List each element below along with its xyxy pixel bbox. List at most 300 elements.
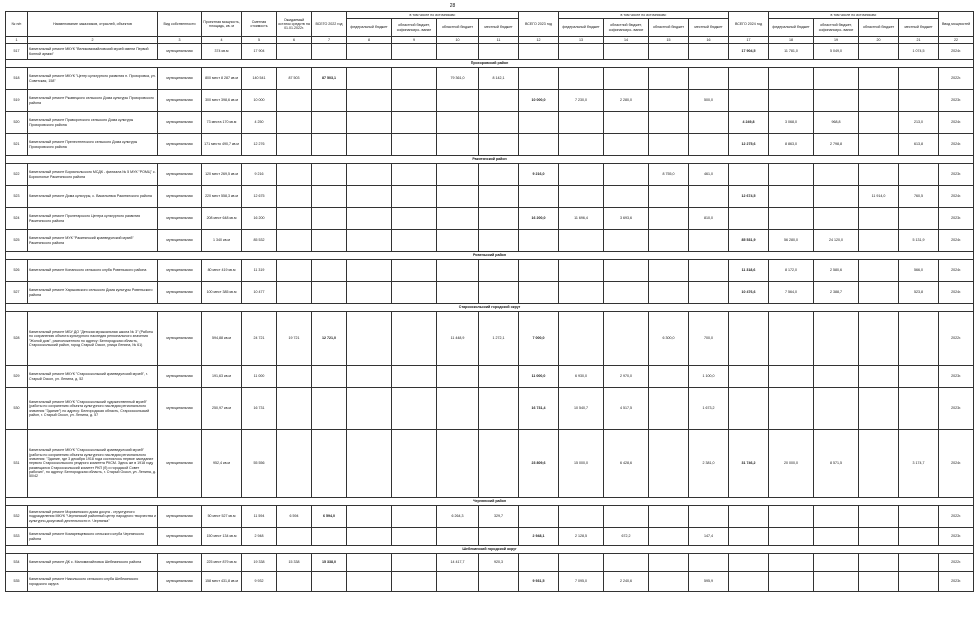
section-row [6, 156, 974, 164]
total-2023 [519, 260, 559, 282]
commission-year: 2023г. [939, 208, 974, 230]
regional-2024 [859, 164, 899, 186]
local-2022 [479, 186, 519, 208]
regional-2024 [859, 430, 899, 498]
regional-cofin-2024 [814, 388, 859, 430]
regional-2022 [437, 44, 479, 60]
capacity: 120 мест 269,5 кв.м [202, 164, 242, 186]
row-number: 519 [6, 90, 28, 112]
regional-2022 [437, 366, 479, 388]
header-capacity: Проектная мощность, площадь, кв. м [202, 12, 242, 37]
regional-cofin-2022 [392, 506, 437, 528]
table-row [6, 312, 974, 366]
regional-cofin-2023 [604, 260, 649, 282]
estimate: 24 721 [242, 312, 277, 366]
regional-cofin-2022 [392, 312, 437, 366]
header-local: местный бюджет [479, 19, 519, 37]
total-2023 [519, 506, 559, 528]
total-2022 [312, 282, 347, 304]
commission-year: 2024г. [939, 112, 974, 134]
regional-cofin-2023: 2 970,0 [604, 366, 649, 388]
estimate: 4 250 [242, 112, 277, 134]
section-title: Ровеньский район [6, 252, 974, 260]
local-2023: 147,4 [689, 528, 729, 546]
capacity: 952,4 кв.м [202, 430, 242, 498]
regional-cofin-2024: 968,8 [814, 112, 859, 134]
total-2023 [519, 554, 559, 572]
local-2022 [479, 366, 519, 388]
header-commission: Ввод мощностей [939, 12, 974, 37]
table-row [6, 112, 974, 134]
regional-2023: 8 755,0 [649, 164, 689, 186]
total-2022 [312, 90, 347, 112]
regional-cofin-2024 [814, 506, 859, 528]
regional-cofin-2022 [392, 90, 437, 112]
total-2024: 10 476,6 [729, 282, 769, 304]
object-name: Капитальный ремонт МКУК "Великомихайловский музей имени Первой Конной армии" [28, 44, 158, 60]
row-number: 523 [6, 186, 28, 208]
local-2023 [689, 44, 729, 60]
ownership: муниципальная [158, 44, 202, 60]
regional-cofin-2024: 8 571,5 [814, 430, 859, 498]
total-2022 [312, 186, 347, 208]
local-2022 [479, 260, 519, 282]
total-2023: 2 948,1 [519, 528, 559, 546]
total-2023: 16 200,0 [519, 208, 559, 230]
regional-cofin-2023: 3 693,6 [604, 208, 649, 230]
total-2023: 11 000,0 [519, 366, 559, 388]
regional-cofin-2023 [604, 312, 649, 366]
federal-2024: 7 564,0 [769, 282, 814, 304]
regional-cofin-2022 [392, 186, 437, 208]
regional-2023 [649, 208, 689, 230]
total-2022: 15 338,0 [312, 554, 347, 572]
total-2023 [519, 282, 559, 304]
total-2022 [312, 430, 347, 498]
regional-2024 [859, 366, 899, 388]
federal-2022 [347, 388, 392, 430]
ownership: муниципальная [158, 112, 202, 134]
object-name: Капитальный ремонт МКУК "Центр культурного развития п. Прохоровка, ул. Советская, 158" [28, 68, 158, 90]
object-name: Капитальный ремонт Никольского сельского клуба Шебекинского городского округа [28, 572, 158, 592]
federal-2024 [769, 68, 814, 90]
local-2023: 700,0 [689, 312, 729, 366]
object-name: Капитальный ремонт Пролетарского Центра культурного развития Ракитянского района [28, 208, 158, 230]
federal-2023: 15 000,0 [559, 430, 604, 498]
local-2024 [899, 554, 939, 572]
column-number: 12 [519, 37, 559, 44]
total-2024 [729, 208, 769, 230]
section-row [6, 60, 974, 68]
regional-cofin-2022 [392, 528, 437, 546]
regional-cofin-2024 [814, 312, 859, 366]
header-regional-cofin: областной бюджет, софинансиро- вание [392, 19, 437, 37]
regional-2022 [437, 230, 479, 252]
balance [277, 366, 312, 388]
capacity: 300 мест 398,6 кв.м [202, 90, 242, 112]
column-number: 14 [604, 37, 649, 44]
row-number: 518 [6, 68, 28, 90]
local-2023 [689, 506, 729, 528]
total-2024: 11 318,6 [729, 260, 769, 282]
local-2023 [689, 230, 729, 252]
balance: 19 721 [277, 312, 312, 366]
local-2022 [479, 430, 519, 498]
ownership: муниципальная [158, 186, 202, 208]
balance [277, 164, 312, 186]
capacity: 150 мест 134 кв.м [202, 528, 242, 546]
commission-year: 2023г. [939, 528, 974, 546]
regional-2023: 6 300,0 [649, 312, 689, 366]
federal-2022 [347, 186, 392, 208]
header-federal: федеральный бюджет [347, 19, 392, 37]
federal-2023 [559, 282, 604, 304]
capacity: 250,97 кв.м [202, 388, 242, 430]
local-2023: 500,0 [689, 90, 729, 112]
capacity: 50 мест 527 кв.м [202, 506, 242, 528]
regional-cofin-2024 [814, 186, 859, 208]
table-row [6, 366, 974, 388]
total-2024: 4 249,8 [729, 112, 769, 134]
regional-cofin-2023: 6 428,6 [604, 430, 649, 498]
total-2024 [729, 164, 769, 186]
column-number: 4 [202, 37, 242, 44]
federal-2023 [559, 44, 604, 60]
ownership: муниципальная [158, 506, 202, 528]
commission-year: 2023г. [939, 164, 974, 186]
federal-2024: 56 280,0 [769, 230, 814, 252]
regional-2022: 11 448,9 [437, 312, 479, 366]
section-row [6, 546, 974, 554]
commission-year: 2023г. [939, 366, 974, 388]
regional-2022 [437, 90, 479, 112]
federal-2022 [347, 572, 392, 592]
federal-2024: 8 863,0 [769, 134, 814, 156]
total-2022 [312, 572, 347, 592]
regional-cofin-2022 [392, 112, 437, 134]
local-2024: 566,0 [899, 260, 939, 282]
total-2024: 12 275,6 [729, 134, 769, 156]
regional-cofin-2023 [604, 506, 649, 528]
page-number: 28 [449, 3, 456, 9]
local-2024 [899, 312, 939, 366]
federal-2022 [347, 282, 392, 304]
estimate: 11 594 [242, 506, 277, 528]
column-number: 10 [437, 37, 479, 44]
regional-cofin-2024: 2 580,6 [814, 260, 859, 282]
federal-2024: 8 172,0 [769, 260, 814, 282]
header-regional-cofin: областной бюджет, софинансиро- вание [814, 19, 859, 37]
total-2022 [312, 260, 347, 282]
estimate: 16 731 [242, 388, 277, 430]
total-2022 [312, 388, 347, 430]
regional-cofin-2024 [814, 528, 859, 546]
row-number: 517 [6, 44, 28, 60]
federal-2024 [769, 388, 814, 430]
commission-year: 2024г. [939, 134, 974, 156]
regional-2024 [859, 112, 899, 134]
federal-2022 [347, 312, 392, 366]
federal-2023 [559, 186, 604, 208]
local-2022 [479, 112, 519, 134]
total-2024 [729, 528, 769, 546]
balance [277, 44, 312, 60]
local-2023: 461,0 [689, 164, 729, 186]
local-2022 [479, 164, 519, 186]
estimate: 12 276 [242, 134, 277, 156]
ownership: муниципальная [158, 554, 202, 572]
table-row [6, 260, 974, 282]
estimate: 2 948 [242, 528, 277, 546]
header-regional: областной бюджет [859, 19, 899, 37]
local-2022 [479, 208, 519, 230]
total-2024 [729, 572, 769, 592]
header-estimate: Сметная стоимость [242, 12, 277, 37]
local-2023 [689, 134, 729, 156]
regional-2023 [649, 506, 689, 528]
local-2024 [899, 208, 939, 230]
object-name: Капитальный ремонт Комаревцевского сельского клуба Чернянского района [28, 528, 158, 546]
balance [277, 112, 312, 134]
column-number: 13 [559, 37, 604, 44]
row-number: 522 [6, 164, 28, 186]
regional-cofin-2022 [392, 554, 437, 572]
regional-2024 [859, 554, 899, 572]
federal-2022 [347, 430, 392, 498]
regional-cofin-2022 [392, 134, 437, 156]
total-2024: 31 746,2 [729, 430, 769, 498]
regional-cofin-2023 [604, 230, 649, 252]
total-2022 [312, 230, 347, 252]
federal-2024 [769, 208, 814, 230]
row-number: 524 [6, 208, 28, 230]
local-2023 [689, 112, 729, 134]
regional-cofin-2023 [604, 44, 649, 60]
object-name: Капитальный ремонт Копанского сельского клуба Ровеньского района [28, 260, 158, 282]
table-row [6, 68, 974, 90]
federal-2023: 2 128,5 [559, 528, 604, 546]
object-name: Капитальный ремонт Ржавецкого сельского Дома культуры Прохоровского района [28, 90, 158, 112]
regional-2022 [437, 282, 479, 304]
balance [277, 230, 312, 252]
commission-year: 2023г. [939, 572, 974, 592]
capacity: 220 мест 558,3 кв.м [202, 186, 242, 208]
table-row [6, 164, 974, 186]
estimate: 10 477 [242, 282, 277, 304]
federal-2022 [347, 366, 392, 388]
column-number: 9 [392, 37, 437, 44]
regional-2022 [437, 134, 479, 156]
object-name: Капитальный ремонт МКУК "Старооскольский краеведческий музей" (работы по сохранению объекта культурного наследия регионального значения: "Здание, где 3 декабря 1918 года состоялось первое заседание первого Старооскольского уездного комитета РКСМ. Здесь же в 1918 году размещался Старооскольский комитет РКП (б) и городской Совет рабочих", по адресу: Белгородская область, г. Старый Оскол, ул. Ленина, д. 50/42 [28, 430, 158, 498]
header-regional: областной бюджет [437, 19, 479, 37]
federal-2024 [769, 366, 814, 388]
section-title: Прохоровский район [6, 60, 974, 68]
commission-year: 2024г. [939, 282, 974, 304]
local-2024 [899, 164, 939, 186]
estimate: 11 319 [242, 260, 277, 282]
estimate: 12 675 [242, 186, 277, 208]
table-row [6, 282, 974, 304]
regional-2024 [859, 260, 899, 282]
row-number: 529 [6, 366, 28, 388]
total-2024: 12 674,5 [729, 186, 769, 208]
balance: 6 594 [277, 506, 312, 528]
column-number: 5 [242, 37, 277, 44]
total-2024 [729, 68, 769, 90]
ownership: муниципальная [158, 282, 202, 304]
total-2024 [729, 506, 769, 528]
ownership: муниципальная [158, 260, 202, 282]
row-number: 521 [6, 134, 28, 156]
table-row [6, 208, 974, 230]
federal-2022 [347, 164, 392, 186]
regional-cofin-2023: 2 280,0 [604, 90, 649, 112]
row-number: 526 [6, 260, 28, 282]
regional-cofin-2022 [392, 282, 437, 304]
estimate: 17 904 [242, 44, 277, 60]
commission-year: 2024г. [939, 260, 974, 282]
local-2022: 920,3 [479, 554, 519, 572]
total-2023: 9 216,0 [519, 164, 559, 186]
row-number: 533 [6, 528, 28, 546]
balance [277, 208, 312, 230]
regional-2022 [437, 430, 479, 498]
column-number: 16 [689, 37, 729, 44]
balance [277, 134, 312, 156]
table-body [6, 44, 974, 592]
ownership: муниципальная [158, 312, 202, 366]
federal-2024: 20 000,0 [769, 430, 814, 498]
local-2023 [689, 282, 729, 304]
estimate: 9 216 [242, 164, 277, 186]
federal-2023 [559, 312, 604, 366]
total-2022: 12 721,0 [312, 312, 347, 366]
regional-cofin-2022 [392, 164, 437, 186]
local-2023: 1 673,2 [689, 388, 729, 430]
balance: 15 338 [277, 554, 312, 572]
total-2024: 17 904,5 [729, 44, 769, 60]
total-2023 [519, 230, 559, 252]
row-number: 532 [6, 506, 28, 528]
regional-cofin-2024 [814, 366, 859, 388]
ownership: муниципальная [158, 90, 202, 112]
ownership: муниципальная [158, 230, 202, 252]
total-2024: 85 531,9 [729, 230, 769, 252]
regional-2023 [649, 68, 689, 90]
regional-2023 [649, 282, 689, 304]
table-row [6, 554, 974, 572]
regional-cofin-2022 [392, 208, 437, 230]
regional-cofin-2023 [604, 554, 649, 572]
column-number: 18 [769, 37, 814, 44]
local-2023 [689, 260, 729, 282]
total-2023: 16 731,4 [519, 388, 559, 430]
federal-2022 [347, 68, 392, 90]
local-2024: 5 131,9 [899, 230, 939, 252]
estimate: 140 541 [242, 68, 277, 90]
commission-year: 2023г. [939, 388, 974, 430]
local-2024 [899, 506, 939, 528]
regional-cofin-2023 [604, 112, 649, 134]
row-number: 528 [6, 312, 28, 366]
regional-cofin-2024 [814, 554, 859, 572]
total-2022 [312, 134, 347, 156]
capacity: 374 кв.м [202, 44, 242, 60]
capacity: 225 мест 879 кв.м [202, 554, 242, 572]
commission-year: 2024г. [939, 186, 974, 208]
federal-2023: 7 095,0 [559, 572, 604, 592]
object-name: Капитальный ремонт Морквинского дома досуга - структурного подразделения МКУК "Чернянский районный центр народного творчества и культурно-досуговой деятельности п. Чернянка" [28, 506, 158, 528]
capacity: 191,63 кв.м [202, 366, 242, 388]
total-2023: 7 000,0 [519, 312, 559, 366]
local-2023: 810,0 [689, 208, 729, 230]
local-2024: 1 074,5 [899, 44, 939, 60]
total-2023 [519, 44, 559, 60]
local-2023 [689, 186, 729, 208]
object-name: Капитальный ремонт МУК "Ракитянский краеведческий музей" Ракитянского района [28, 230, 158, 252]
estimate: 55 556 [242, 430, 277, 498]
commission-year: 2022г. [939, 506, 974, 528]
ownership: муниципальная [158, 572, 202, 592]
regional-cofin-2024: 2 798,8 [814, 134, 859, 156]
regional-2024 [859, 312, 899, 366]
federal-2024 [769, 572, 814, 592]
column-number: 2 [28, 37, 158, 44]
total-2022 [312, 366, 347, 388]
commission-year: 2022г. [939, 554, 974, 572]
capacity: 171 место 490,7 кв.м [202, 134, 242, 156]
column-number: 1 [6, 37, 28, 44]
local-2022 [479, 282, 519, 304]
estimate: 11 000 [242, 366, 277, 388]
object-name: Капитальный ремонт Праворотского сельского Дома культуры Прохоровского района [28, 112, 158, 134]
local-2023: 2 381,0 [689, 430, 729, 498]
regional-cofin-2024 [814, 164, 859, 186]
regional-cofin-2023 [604, 68, 649, 90]
ownership: муниципальная [158, 528, 202, 546]
header-sources-2024: в том числе по источникам: [769, 12, 939, 19]
capacity: 80 мест 419 кв.м [202, 260, 242, 282]
header-total-2023: ВСЕГО 2023 год [519, 12, 559, 37]
local-2022 [479, 90, 519, 112]
federal-2022 [347, 260, 392, 282]
total-2022: 6 594,0 [312, 506, 347, 528]
header-federal: федеральный бюджет [769, 19, 814, 37]
section-title: Шебекинский городской округ [6, 546, 974, 554]
regional-cofin-2023 [604, 282, 649, 304]
total-2023: 9 931,5 [519, 572, 559, 592]
total-2023 [519, 68, 559, 90]
estimate: 10 000 [242, 90, 277, 112]
regional-cofin-2024 [814, 572, 859, 592]
total-2024 [729, 554, 769, 572]
column-numbers-row [6, 37, 974, 44]
object-name: Капитальный ремонт МБУ ДО "Детская музыкальная школа № 3" (Работы по сохранению объекта культурного наследия регионального значения "Жилой дом", расположенного по адресу: Белгородская область, Старооскольский район, город Старый Оскол, улица Ленина, № 61) [28, 312, 158, 366]
federal-2023 [559, 230, 604, 252]
federal-2022 [347, 90, 392, 112]
regional-2023 [649, 112, 689, 134]
header-sources-2022: в том числе по источникам: [347, 12, 519, 19]
header-local: местный бюджет [899, 19, 939, 37]
regional-cofin-2023: 2 240,6 [604, 572, 649, 592]
federal-2023: 6 930,0 [559, 366, 604, 388]
regional-2023 [649, 90, 689, 112]
regional-cofin-2023 [604, 134, 649, 156]
capacity: 800 мест 8 287 кв.м [202, 68, 242, 90]
local-2023 [689, 554, 729, 572]
total-2023 [519, 186, 559, 208]
header-total-2024: ВСЕГО 2024 год [729, 12, 769, 37]
